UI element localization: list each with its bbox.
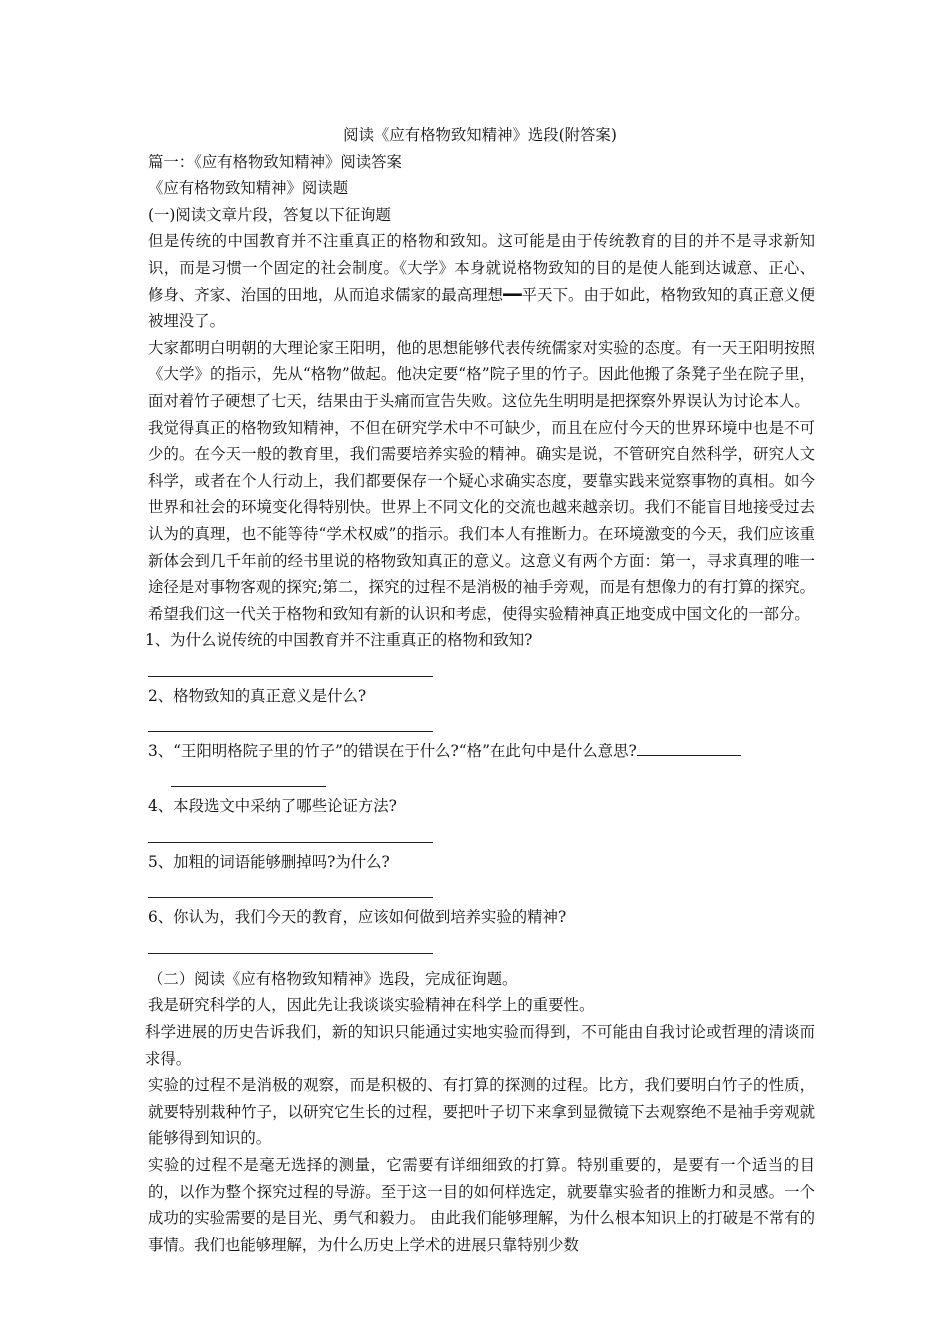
question-6: 6、你认为，我们今天的教育，应该如何做到培养实验的精神? (148, 908, 567, 927)
question-3-text: 3、“王阳明格院子里的竹子”的错误在于什么?“格”在此句中是什么意思? (148, 742, 637, 761)
answer-blank-1[interactable] (148, 676, 433, 677)
section1-instruction: (一)阅读文章片段，答复以下征询题 (148, 205, 391, 224)
section2-paragraph: 实验的过程不是毫无选择的测量，它需要有详细细致的打算。特别重要的，是要有一个适当的目的，以作为整个探究过程的导游。至于这一目的如何样选定，就要靠实验者的推断力和灵感。一个成功的实验需要的是目光、勇气和毅力。 由此我们能够理解，为什么根本知识上的打破是不常有的事情。我们也能够理解，为什么历史上学术的进展只靠特别少数 (148, 1156, 815, 1254)
question-3 (145, 738, 815, 765)
answer-blank-3a[interactable] (637, 741, 741, 756)
section2-paragraph: 我是研究科学的人，因此先让我谈谈实验精神在科学上的重要性。 (148, 996, 595, 1015)
section2-paragraph: 科学进展的历史告诉我们，新的知识只能通过实地实验而得到，不可能由自我讨论或哲理的清谈而求得。 (145, 1023, 815, 1068)
answer-blank-5[interactable] (148, 897, 433, 898)
question-5: 5、加粗的词语能够删掉吗?为什么? (148, 852, 390, 871)
question-1: 1、为什么说传统的中国教育并不注重真正的格物和致知? (145, 631, 533, 650)
part1-heading: 篇一：《应有格物致知精神》阅读答案 (148, 152, 402, 171)
question-4: 4、本段选文中采纳了哪些论证方法? (148, 797, 397, 816)
document-page (145, 122, 815, 1258)
section1-paragraph: 我觉得真正的格物致知精神，不但在研究学术中不可缺少，而且在应付今天的世界环境中也是不可少的。在今天一般的教育里，我们需要培养实验的精神。确实是说，不管研究自然科学，研究人文科学，或者在个人行动上，我们都要保存一个疑心求确实态度，要靠实践来觉察事物的真相。如今世界和社会的环境变化得特别快。世界上不同文化的交流也越来越亲切。我们不能盲目地接受过去认为的真理，也不能等待“学术权威”的指示。我们本人有推断力。在环境激变的今天，我们应该重新体会到几千年前的经书里说的格物致知真正的意义。这意义有两个方面：第一，寻求真理的唯一途径是对事物客观的探究;第二，探究的过程不是消极的袖手旁观，而是有想像力的有打算的探究。希望我们这一代关于格物和致知有新的认识和考虑，使得实验精神真正地变成中国文化的一部分。 (148, 418, 815, 623)
section1-paragraph: 但是传统的中国教育并不注重真正的格物和致知。这可能是由于传统教育的目的并不是寻求新知识，而是习惯一个固定的社会制度。《大学》本身就说格物致知的目的是使人能到达诚意、正心、修身、齐家、治国的田地，从而追求儒家的最高理想━━平天下。由于如此，格物致知的真正意义便被埋没了。 (148, 232, 815, 331)
answer-blank-4[interactable] (148, 842, 433, 843)
section2-instruction: （二）阅读《应有格物致知精神》选段，完成征询题。 (148, 969, 518, 988)
question-2: 2、格物致知的真正意义是什么? (148, 686, 367, 705)
document-title: 阅读《应有格物致知精神》选段(附答案) (343, 126, 617, 144)
answer-blank-2[interactable] (148, 731, 433, 732)
section1-paragraph: 大家都明白明朝的大理论家王阳明，他的思想能够代表传统儒家对实验的态度。有一天王阳明按照《大学》的指示，先从“格物”做起。他决定要“格”院子里的竹子。因此他搬了条凳子坐在院子里，面对着竹子硬想了七天，结果由于头痛而宣告失败。这位先生明明是把探察外界误认为讨论本人。 (148, 338, 815, 410)
section2-paragraph: 实验的过程不是消极的观察，而是积极的、有打算的探测的过程。比方，我们要明白竹子的性质，就要特别栽种竹子，以研究它生长的过程，要把叶子切下来拿到显微镜下去观察绝不是袖手旁观就能够得到知识的。 (148, 1076, 815, 1148)
answer-blank-3b[interactable] (171, 786, 326, 787)
part1-subheading: 《应有格物致知精神》阅读题 (148, 179, 349, 198)
answer-blank-6[interactable] (148, 953, 433, 954)
